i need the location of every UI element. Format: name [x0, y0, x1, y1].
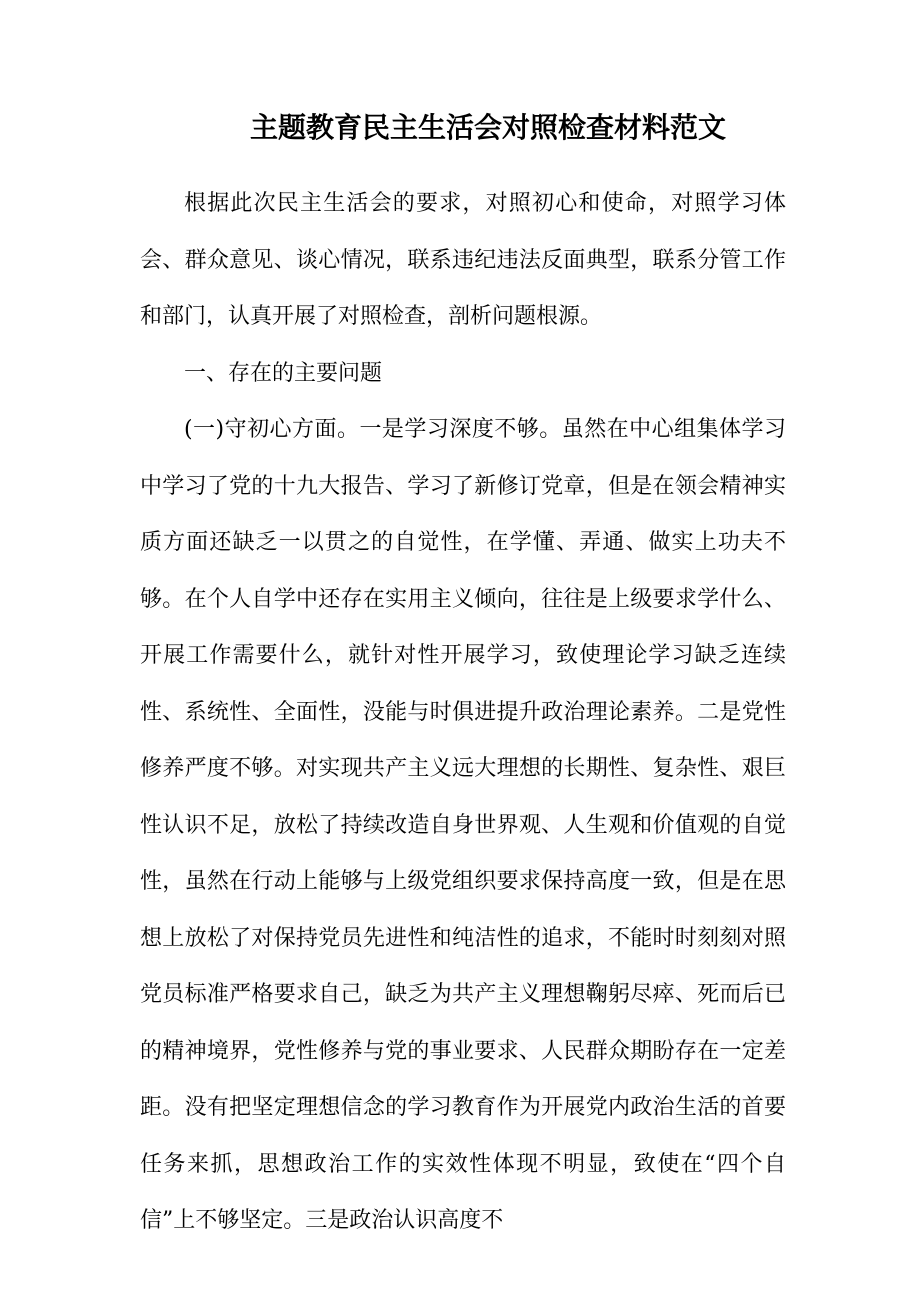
section-heading: 一、存在的主要问题	[184, 360, 383, 386]
document-body	[140, 176, 786, 1250]
paragraph-main: (一)守初心方面。一是学习深度不够。虽然在中心组集体学习中学习了党的十九大报告、学习了新修订党章，但是在领会精神实质方面还缺乏一以贯之的自觉性，在学懂、弄通、做实上功夫不够。在个人自学中还存在实用主义倾向，往往是上级要求学什么、开展工作需要什么，就针对性开展学习，致使理论学习缺乏连续性、系统性、全面性，没能与时俱进提升政治理论素养。二是党性修养严度不够。对实现共产主义远大理想的长期性、复杂性、艰巨性认识不足，放松了持续改造自身世界观、人生观和价值观的自觉性，虽然在行动上能够与上级党组织要求保持高度一致，但是在思想上放松了对保持党员先进性和纯洁性的追求，不能时时刻刻对照党员标准严格要求自己，缺乏为共产主义理想鞠躬尽瘁、死而后已的精神境界，党性修养与党的事业要求、人民群众期盼存在一定差距。没有把坚定理想信念的学习教育作为开展党内政治生活的首要任务来抓，思想政治工作的实效性体现不明显，致使在“四个自信”上不够坚定。三是政治认识高度不	[140, 417, 786, 1233]
paragraph-intro: 根据此次民主生活会的要求，对照初心和使命，对照学习体会、群众意见、谈心情况，联系违纪违法反面典型，联系分管工作和部门，认真开展了对照检查，剖析问题根源。	[140, 191, 786, 329]
document-title: 主题教育民主生活会对照检查材料范文	[249, 111, 726, 144]
